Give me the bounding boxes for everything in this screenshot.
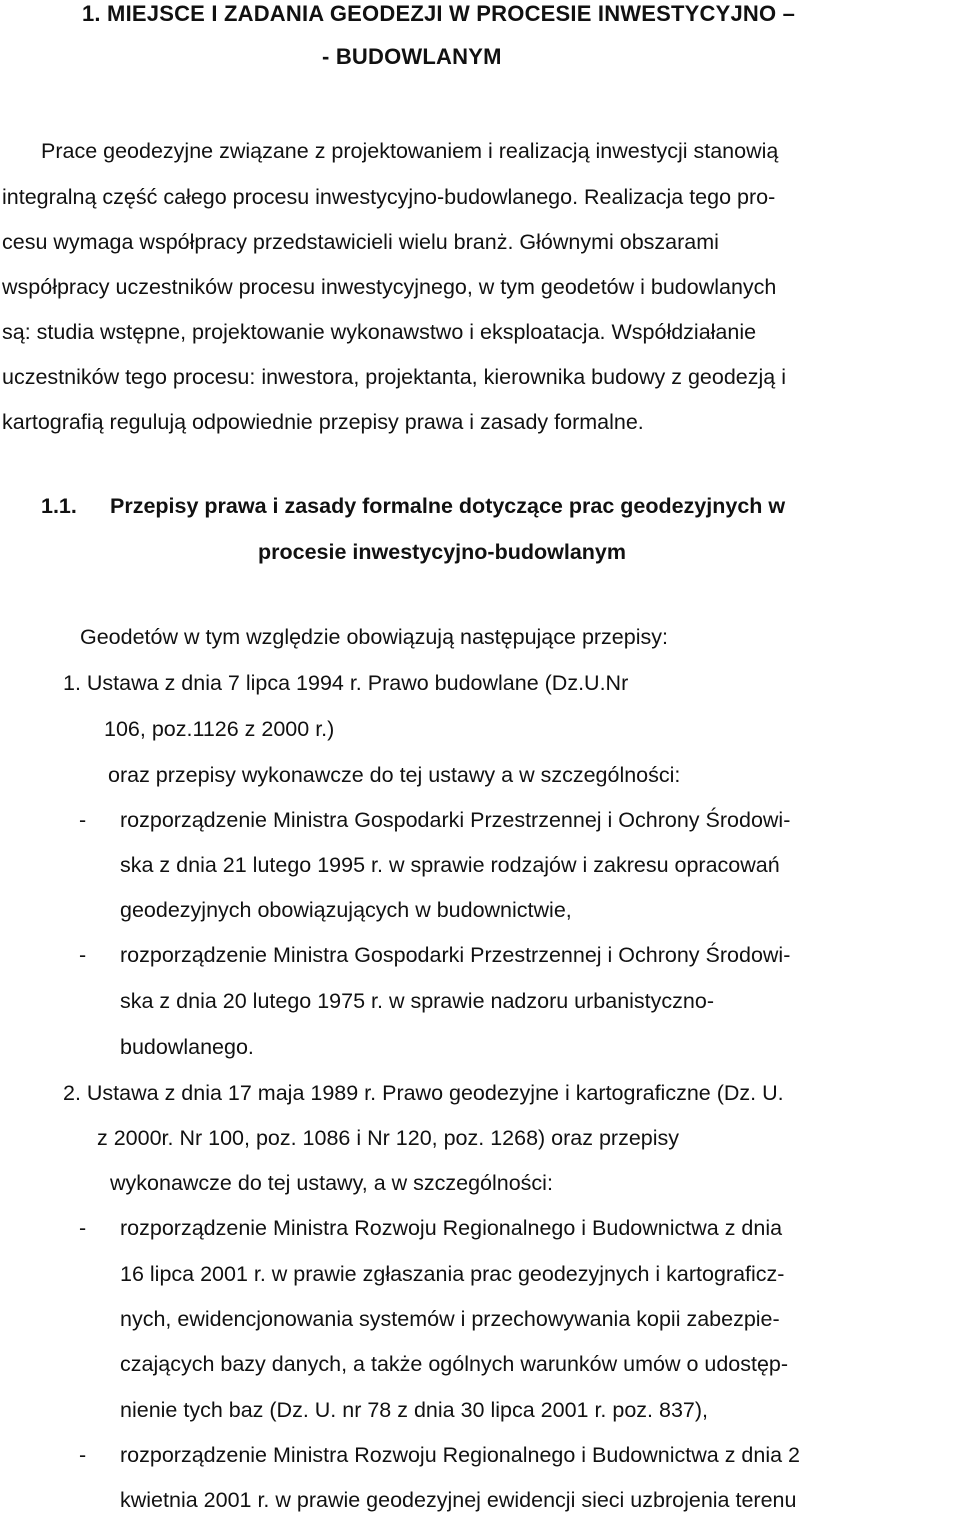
paragraph-line: integralną część całego procesu inwestycyjno-budowlanego. Realizacja tego pro- bbox=[2, 185, 776, 209]
list-item-2-line: z 2000r. Nr 100, poz. 1086 i Nr 120, poz. 1268) oraz przepisy bbox=[97, 1126, 680, 1150]
sub-item-line: czających bazy danych, a także ogólnych warunków umów o udostęp- bbox=[120, 1352, 789, 1376]
sub-item-line: 16 lipca 2001 r. w prawie zgłaszania prac geodezyjnych i kartograficz- bbox=[120, 1262, 785, 1286]
list-intro: Geodetów w tym względzie obowiązują następujące przepisy: bbox=[80, 625, 668, 649]
sub-item-line: nych, ewidencjonowania systemów i przechowywania kopii zabezpie- bbox=[120, 1307, 780, 1331]
dash-bullet: - bbox=[79, 1443, 87, 1467]
paragraph-line: kartografią regulują odpowiednie przepisy prawa i zasady formalne. bbox=[2, 410, 644, 434]
list-item-2-line: 2. Ustawa z dnia 17 maja 1989 r. Prawo geodezyjne i kartograficzne (Dz. U. bbox=[63, 1081, 784, 1105]
sub-item-line: rozporządzenie Ministra Rozwoju Regionalnego i Budownictwa z dnia 2 bbox=[120, 1443, 801, 1467]
subsection-number: 1.1. bbox=[41, 494, 77, 518]
paragraph-line: Prace geodezyjne związane z projektowaniem i realizacją inwestycji stanowią bbox=[41, 139, 779, 163]
sub-item-line: budowlanego. bbox=[120, 1035, 254, 1059]
sub-item-line: geodezyjnych obowiązujących w budownictwie, bbox=[120, 898, 572, 922]
sub-item-line: rozporządzenie Ministra Rozwoju Regionalnego i Budownictwa z dnia bbox=[120, 1216, 783, 1240]
list-item-1-line: oraz przepisy wykonawcze do tej ustawy a w szczególności: bbox=[108, 763, 681, 787]
subsection-heading-line-1: Przepisy prawa i zasady formalne dotyczące prac geodezyjnych w bbox=[110, 494, 786, 518]
dash-bullet: - bbox=[79, 943, 87, 967]
sub-item-line: ska z dnia 21 lutego 1995 r. w sprawie rodzajów i zakresu opracowań bbox=[120, 853, 780, 877]
section-heading-line-2: - BUDOWLANYM bbox=[322, 44, 502, 69]
paragraph-line: są: studia wstępne, projektowanie wykonawstwo i eksploatacja. Współdziałanie bbox=[2, 320, 757, 344]
sub-item-line: rozporządzenie Ministra Gospodarki Przestrzennej i Ochrony Środowi- bbox=[120, 943, 791, 967]
paragraph-line: współpracy uczestników procesu inwestycyjnego, w tym geodetów i budowlanych bbox=[2, 275, 777, 299]
sub-item-line: ska z dnia 20 lutego 1975 r. w sprawie nadzoru urbanistyczno- bbox=[120, 989, 714, 1013]
paragraph-line: cesu wymaga współpracy przedstawicieli wielu branż. Głównymi obszarami bbox=[2, 230, 719, 254]
paragraph-line: uczestników tego procesu: inwestora, projektanta, kierownika budowy z geodezją i bbox=[2, 365, 786, 389]
dash-bullet: - bbox=[79, 1216, 87, 1240]
dash-bullet: - bbox=[79, 808, 87, 832]
subsection-heading-line-2: procesie inwestycyjno-budowlanym bbox=[258, 540, 626, 564]
list-item-1-line: 106, poz.1126 z 2000 r.) bbox=[104, 717, 335, 741]
sub-item-line: kwietnia 2001 r. w prawie geodezyjnej ewidencji sieci uzbrojenia terenu bbox=[120, 1488, 797, 1512]
sub-item-line: rozporządzenie Ministra Gospodarki Przestrzennej i Ochrony Środowi- bbox=[120, 808, 791, 832]
section-heading-line-1: 1. MIEJSCE I ZADANIA GEODEZJI W PROCESIE INWESTYCYJNO – bbox=[82, 1, 796, 26]
sub-item-line: nienie tych baz (Dz. U. nr 78 z dnia 30 lipca 2001 r. poz. 837), bbox=[120, 1398, 708, 1422]
list-item-1-line: 1. Ustawa z dnia 7 lipca 1994 r. Prawo budowlane (Dz.U.Nr bbox=[63, 671, 629, 695]
list-item-2-line: wykonawcze do tej ustawy, a w szczególności: bbox=[110, 1171, 553, 1195]
